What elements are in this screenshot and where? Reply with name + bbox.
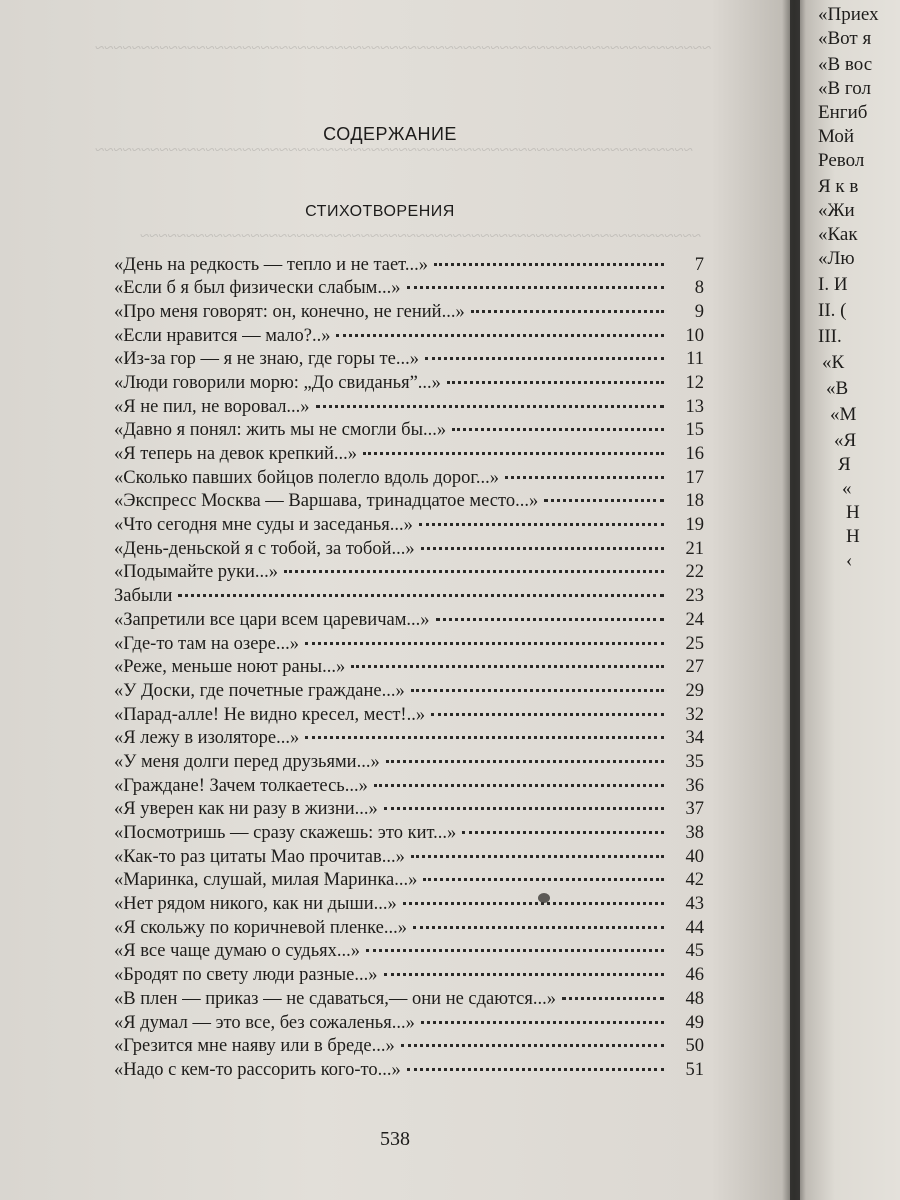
section-heading: СТИХОТВОРЕНИЯ: [305, 203, 455, 220]
toc-entry-page: 50: [685, 1036, 704, 1057]
toc-entry-page: 34: [685, 728, 704, 749]
leader-dots: [403, 884, 664, 906]
facing-page-line: I. И: [818, 274, 848, 295]
facing-page-line: «Вот я: [818, 28, 872, 49]
leader-dots: [471, 291, 664, 313]
toc-entry-title: «Нет рядом никого, как ни дыши...»: [114, 894, 397, 915]
toc-entry-page: 21: [685, 538, 704, 559]
facing-page-line: Мой: [818, 126, 855, 147]
leader-dots: [384, 789, 664, 811]
toc-entry-title: «Я не пил, не воровал...»: [114, 396, 310, 417]
toc-entry-page: 23: [685, 586, 704, 607]
toc-entry-title: «Я думал — это все, без сожаленья...»: [114, 1012, 415, 1033]
leader-dots: [178, 576, 664, 598]
toc-entry-title: «Парад-алле! Не видно кресел, мест!..»: [114, 704, 426, 725]
toc-entry-page: 16: [685, 444, 704, 464]
toc-entry-title: «Давно я понял: жить мы не смогли бы...»: [114, 420, 447, 441]
leader-dots: [419, 505, 664, 527]
facing-page-line: «Я: [834, 430, 857, 451]
toc-entry-page: 27: [685, 657, 704, 678]
toc-entry-title: «Я все чаще думаю о судьях...»: [114, 941, 361, 962]
leader-dots: [386, 741, 664, 763]
toc-entry-page: 10: [685, 325, 704, 346]
toc-entry-title: «Люди говорили морю: „До свиданья”...»: [114, 372, 441, 393]
bleed-through-text: ~~~~~~~~~~~~~~~~~~~~~~~~~~~~~~~~~~~~~~~~~~~~~~~~~~~~~~~~~~~~~~~~~~~: [95, 38, 712, 57]
facing-page-line: Револ: [818, 150, 865, 171]
facing-page-line: «В вос: [818, 54, 873, 75]
toc-entry-page: 46: [685, 965, 704, 986]
toc-entry-title: «Я теперь на девок крепкий...»: [114, 444, 358, 464]
leader-dots: [462, 813, 664, 835]
facing-page-line: «В: [826, 378, 849, 399]
toc-entry-title: «День-деньской я с тобой, за тобой...»: [114, 538, 415, 559]
toc-entry-title: «Если б я был физически слабым...»: [114, 278, 401, 299]
toc-entry-page: 13: [685, 396, 704, 417]
leader-dots: [305, 718, 664, 740]
leader-dots: [413, 907, 664, 929]
toc-entry-page: 48: [685, 988, 704, 1009]
facing-page-line: «М: [830, 404, 857, 425]
leader-dots: [447, 362, 664, 384]
facing-page-line: Енгиб: [818, 102, 868, 123]
toc-entry-page: 22: [685, 562, 704, 583]
toc-entry-page: 38: [685, 823, 704, 843]
toc-entry-title: «Я скольжу по коричневой пленке...»: [114, 917, 407, 938]
toc-entry-page: 12: [685, 372, 704, 393]
leader-dots: [431, 694, 664, 716]
toc-entry-page: 8: [694, 278, 704, 299]
right-page: [800, 0, 900, 1200]
facing-page-line: «Как: [818, 224, 858, 245]
leader-dots: [423, 860, 664, 882]
toc-entry-page: 35: [685, 751, 704, 772]
book-gutter: [782, 0, 806, 1200]
toc-entry-title: «Что сегодня мне суды и заседанья...»: [114, 515, 413, 536]
toc-entry-title: «Из-за гор — я не знаю, где горы те...»: [114, 349, 419, 370]
facing-page-line: Н: [846, 526, 860, 547]
facing-page-line: Я: [838, 454, 851, 475]
toc-entry-page: 11: [686, 349, 704, 370]
leader-dots: [452, 410, 664, 432]
toc-entry-title: «Я уверен как ни разу в жизни...»: [114, 799, 378, 820]
toc-entry-title: «У меня долги перед друзьями...»: [114, 751, 380, 772]
toc-entry-title: «Как-то раз цитаты Мао прочитав...»: [114, 846, 405, 867]
toc-entry-title: «Экспресс Москва — Варшава, тринадцатое место...»: [114, 491, 539, 512]
toc-entry-page: 7: [694, 254, 704, 275]
leader-dots: [434, 244, 664, 266]
leader-dots: [436, 599, 664, 621]
leader-dots: [366, 931, 664, 953]
toc-entry-title: «У Доски, где почетные граждане...»: [114, 680, 405, 701]
toc-entry-page: 40: [685, 846, 704, 867]
leader-dots: [316, 386, 664, 408]
facing-page-line: «Приех: [818, 4, 879, 25]
leader-dots: [411, 836, 664, 858]
leader-dots: [351, 647, 664, 669]
toc-entry-title: Забыли: [114, 586, 173, 607]
toc-entry-title: «Где-то там на озере...»: [114, 633, 299, 654]
facing-page-line: «К: [822, 352, 845, 373]
facing-page-line: III.: [818, 326, 842, 347]
toc-entry-page: 49: [685, 1012, 704, 1033]
bleed-through-text: ~~~~~~~~~~~~~~~~~~~~~~~~~~~~~~~~~~~~~~~~~~~~~~~~~~~~~~~~~~~~~: [140, 226, 702, 245]
toc-entry-title: «Бродят по свету люди разные...»: [114, 965, 378, 986]
toc-entry-title: «День на редкость — тепло и не тает...»: [114, 254, 428, 275]
facing-page-line: Н: [846, 502, 860, 523]
toc-entry-title: «Сколько павших бойцов полегло вдоль дорог...»: [114, 467, 500, 488]
toc-entry-page: 25: [685, 633, 704, 654]
toc-entry-title: «Граждане! Зачем толкаетесь...»: [114, 775, 368, 796]
toc-entry-page: 18: [685, 491, 704, 512]
toc-entry-page: 17: [685, 467, 704, 488]
toc-entry-page: 51: [685, 1059, 704, 1080]
toc-entry-page: 15: [685, 420, 704, 441]
ink-smudge: [538, 893, 550, 903]
toc-entry-title: «Надо с кем-то рассорить кого-то...»: [114, 1059, 401, 1080]
toc-entry-page: 44: [685, 917, 704, 938]
leader-dots: [401, 1026, 664, 1048]
leader-dots: [425, 339, 664, 361]
leader-dots: [544, 481, 664, 503]
facing-page-line: «В гол: [818, 78, 871, 99]
toc-entry-page: 32: [685, 704, 704, 725]
facing-page-line: «: [842, 478, 852, 499]
leader-dots: [411, 670, 664, 692]
toc-entry-page: 45: [685, 941, 704, 962]
leader-dots: [363, 434, 664, 456]
facing-page-line: «Жи: [818, 200, 855, 221]
leader-dots: [384, 955, 665, 977]
toc-entry-page: 37: [685, 799, 704, 820]
leader-dots: [421, 1002, 664, 1024]
toc-entry-title: «Посмотришь — сразу скажешь: это кит...»: [114, 823, 457, 843]
toc-entry-title: «Реже, меньше ноют раны...»: [114, 657, 346, 678]
toc-entry-page: 24: [685, 609, 704, 630]
toc-entry-title: «Маринка, слушай, милая Маринка...»: [114, 870, 418, 891]
leader-dots: [284, 552, 664, 574]
toc-entry-title: «Подымайте руки...»: [114, 562, 279, 583]
toc-entry-title: «Запретили все цари всем царевичам...»: [114, 609, 430, 630]
leader-dots: [374, 765, 664, 787]
leader-dots: [505, 457, 664, 479]
facing-page-line: Я к в: [818, 176, 859, 197]
toc-entry-page: 42: [685, 870, 704, 891]
toc-entry-page: 29: [685, 680, 704, 701]
toc-entry-title: «Грезится мне наяву или в бреде...»: [114, 1036, 395, 1057]
toc-entry-title: «В плен — приказ — не сдаваться,— они не сдаются...»: [114, 988, 557, 1009]
toc-entry-title: «Я лежу в изоляторе...»: [114, 728, 300, 749]
table-of-contents: [114, 248, 704, 1080]
leader-dots: [407, 1049, 664, 1071]
toc-entry-page: 36: [685, 775, 704, 796]
leader-dots: [407, 268, 664, 290]
facing-page-line: «Лю: [818, 248, 855, 269]
toc-entry-title: «Если нравится — мало?..»: [114, 325, 331, 346]
leader-dots: [421, 528, 664, 550]
facing-page-line: ‹: [846, 550, 853, 571]
leader-dots: [305, 623, 664, 645]
leader-dots: [336, 315, 664, 337]
leader-dots: [562, 978, 664, 1000]
facing-page-line: II. (: [818, 300, 847, 321]
toc-entry-page: 43: [685, 894, 704, 915]
toc-entry-page: 9: [694, 301, 704, 322]
page-number: 538: [380, 1128, 410, 1150]
contents-heading: СОДЕРЖАНИЕ: [323, 124, 457, 144]
bleed-through-text: ~~~~~~~~~~~~~~~~~~~~~~~~~~~~~~~~~~~~~~~~~~~~~~~~~~~~~~~~~~~~~~~~~: [95, 140, 693, 159]
toc-entry-title: «Про меня говорят: он, конечно, не гений...»: [114, 301, 465, 322]
toc-entry-page: 19: [685, 515, 704, 536]
